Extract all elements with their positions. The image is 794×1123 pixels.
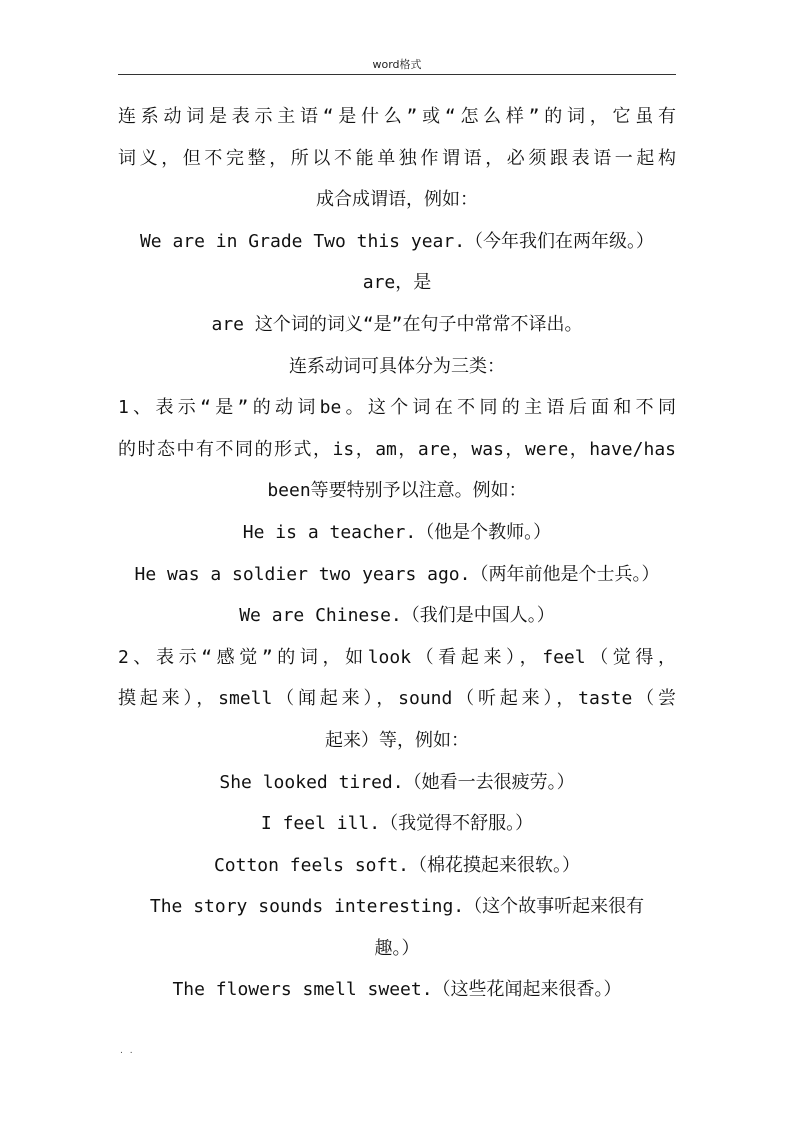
- example-line-7: Cotton feels soft.（棉花摸起来很软。）: [213, 854, 581, 876]
- body-line-1: 连系动词是表示主语“是什么”或“怎么样”的词，它虽有: [118, 106, 676, 127]
- example-line-4: We are Chinese.（我们是中国人。）: [239, 605, 555, 627]
- body-line-5: are，是: [362, 272, 432, 294]
- body-line-6: are 这个词的词义“是”在句子中常常不译出。: [211, 313, 583, 335]
- item-1-line-1: 1、表示“是”的动词be。这个词在不同的主语后面和不同: [118, 397, 676, 419]
- body-line-2: 词义，但不完整，所以不能单独作谓语，必须跟表语一起构: [118, 147, 676, 169]
- page-header-label: word格式: [372, 58, 422, 71]
- example-line-5: She looked tired.（她看一去很疲劳。）: [219, 771, 575, 793]
- header-rule: [118, 74, 676, 75]
- example-line-2: He is a teacher.（他是个教师。）: [242, 521, 552, 543]
- item-2-line-1: 2、表示“感觉”的词，如look（看起来），feel（觉得，: [118, 646, 676, 668]
- document-body: [118, 96, 676, 1011]
- example-line-3: He was a soldier two years ago.（两年前他是个士兵。）: [134, 563, 660, 585]
- body-line-3: 成合成谓语，例如：: [316, 189, 478, 211]
- item-2-line-3: 起来）等，例如：: [325, 729, 469, 751]
- example-line-9: The flowers smell sweet.（这些花闻起来很香。）: [172, 979, 622, 1001]
- item-1-line-2: 的时态中有不同的形式，is，am，are，was，were，have/has: [118, 438, 676, 460]
- example-line-1: We are in Grade Two this year.（今年我们在两年级。）: [139, 230, 655, 252]
- item-1-line-3: been等要特别予以注意。例如：: [267, 480, 527, 502]
- section-intro: 连系动词可具体分为三类：: [289, 355, 505, 377]
- item-2-line-2: 摸起来），smell（闻起来），sound（听起来），taste（尝: [118, 688, 676, 710]
- example-line-8: The story sounds interesting.（这个故事听起来很有: [149, 896, 645, 918]
- example-line-6: I feel ill.（我觉得不舒服。）: [260, 813, 534, 835]
- footer-mark: . .: [120, 1046, 135, 1056]
- example-line-8-cont: 趣。）: [374, 937, 420, 959]
